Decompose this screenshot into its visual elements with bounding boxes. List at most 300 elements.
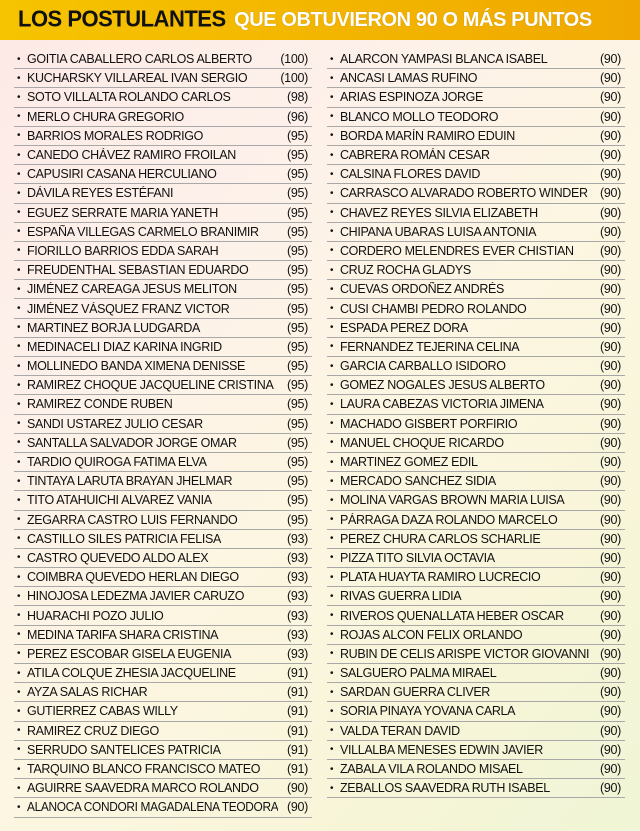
applicant-score: (91) — [286, 685, 308, 700]
applicant-score: (90) — [599, 493, 621, 508]
list-item — [14, 146, 312, 165]
list-item — [327, 549, 625, 568]
bullet-marker: • — [17, 514, 21, 526]
applicant-score: (90) — [599, 570, 621, 585]
applicant-name: GUTIERREZ CABAS WILLY — [27, 704, 178, 719]
applicant-name: CASTILLO SILES PATRICIA FELISA — [27, 531, 221, 546]
applicant-score: (95) — [286, 282, 308, 297]
list-item — [327, 722, 625, 741]
list-item — [14, 511, 312, 530]
applicant-name: TARDIO QUIROGA FATIMA ELVA — [27, 455, 207, 470]
applicant-score: (90) — [599, 416, 621, 431]
applicant-name: RAMIREZ CONDE RUBEN — [27, 397, 173, 412]
applicant-score: (90) — [599, 243, 621, 258]
bullet-marker: • — [330, 533, 334, 545]
applicant-name: CUSI CHAMBI PEDRO ROLANDO — [340, 301, 527, 316]
list-item — [14, 549, 312, 568]
bullet-marker: • — [330, 111, 334, 123]
applicant-score: (95) — [286, 359, 308, 374]
applicant-name: ARIAS ESPINOZA JORGE — [340, 90, 484, 105]
applicant-score: (91) — [286, 666, 308, 681]
applicant-score: (90) — [599, 186, 621, 201]
applicant-score: (90) — [599, 435, 621, 450]
list-item — [14, 664, 312, 683]
applicant-name: VALDA TERAN DAVID — [340, 723, 460, 738]
applicant-name: SANDI USTAREZ JULIO CESAR — [27, 416, 203, 431]
applicant-name: PEREZ CHURA CARLOS SCHARLIE — [340, 531, 541, 546]
applicant-score: (95) — [286, 243, 308, 258]
applicant-score: (100) — [280, 71, 308, 86]
applicant-name: CAPUSIRI CASANA HERCULIANO — [27, 167, 217, 182]
applicant-name: PIZZA TITO SILVIA OCTAVIA — [340, 550, 495, 565]
applicant-name: ALANOCA CONDORI MAGADALENA TEODORA — [27, 800, 278, 815]
bullet-marker: • — [17, 456, 21, 468]
list-item — [327, 146, 625, 165]
bullet-marker: • — [17, 207, 21, 219]
applicant-score: (93) — [286, 646, 308, 661]
applicant-name: SORIA PINAYA YOVANA CARLA — [340, 704, 516, 719]
applicant-name: SALGUERO PALMA MIRAEL — [340, 666, 497, 681]
applicant-score: (95) — [286, 493, 308, 508]
applicant-name: ATILA COLQUE ZHESIA JACQUELINE — [27, 666, 236, 681]
bullet-marker: • — [330, 763, 334, 775]
applicant-score: (90) — [599, 71, 621, 86]
applicant-name: ROJAS ALCON FELIX ORLANDO — [340, 627, 523, 642]
applicant-score: (90) — [599, 128, 621, 143]
bullet-marker: • — [17, 629, 21, 641]
applicant-score: (90) — [599, 531, 621, 546]
list-item — [14, 415, 312, 434]
applicant-score: (90) — [599, 723, 621, 738]
bullet-marker: • — [17, 475, 21, 487]
applicant-score: (90) — [599, 282, 621, 297]
applicant-name: ZABALA VILA ROLANDO MISAEL — [340, 762, 523, 777]
list-item — [14, 108, 312, 127]
bullet-marker: • — [17, 341, 21, 353]
applicant-name: VILLALBA MENESES EDWIN JAVIER — [340, 742, 543, 757]
list-item — [327, 261, 625, 280]
applicant-score: (90) — [599, 474, 621, 489]
applicant-score: (90) — [599, 762, 621, 777]
list-item — [327, 184, 625, 203]
list-item — [327, 299, 625, 318]
bullet-marker: • — [330, 91, 334, 103]
list-item — [327, 760, 625, 779]
list-item — [14, 376, 312, 395]
applicant-score: (95) — [286, 378, 308, 393]
applicant-name: PÁRRAGA DAZA ROLANDO MARCELO — [340, 512, 558, 527]
bullet-marker: • — [17, 226, 21, 238]
bullet-marker: • — [330, 245, 334, 257]
list-item — [327, 683, 625, 702]
applicant-score: (90) — [286, 781, 308, 796]
list-item — [327, 223, 625, 242]
bullet-marker: • — [17, 705, 21, 717]
bullet-marker: • — [17, 533, 21, 545]
applicant-name: PEREZ ESCOBAR GISELA EUGENIA — [27, 646, 232, 661]
bullet-marker: • — [330, 610, 334, 622]
bullet-marker: • — [330, 744, 334, 756]
applicant-name: LAURA CABEZAS VICTORIA JIMENA — [340, 397, 544, 412]
applicant-name: CHIPANA UBARAS LUISA ANTONIA — [340, 224, 537, 239]
applicant-score: (93) — [286, 627, 308, 642]
applicant-score: (90) — [599, 512, 621, 527]
applicant-score: (98) — [286, 90, 308, 105]
applicant-name: TINTAYA LARUTA BRAYAN JHELMAR — [27, 474, 233, 489]
list-item — [14, 779, 312, 798]
left-column-list — [14, 50, 312, 818]
bullet-marker: • — [330, 686, 334, 698]
bullet-marker: • — [17, 53, 21, 65]
applicant-name: HINOJOSA LEDEZMA JAVIER CARUZO — [27, 589, 245, 604]
applicant-name: ANCASI LAMAS RUFINO — [340, 71, 478, 86]
list-item — [14, 69, 312, 88]
list-item — [14, 645, 312, 664]
applicant-name: MERCADO SANCHEZ SIDIA — [340, 474, 496, 489]
applicant-name: CABRERA ROMÁN CESAR — [340, 148, 490, 163]
list-item — [327, 338, 625, 357]
applicant-score: (95) — [286, 435, 308, 450]
applicant-name: ZEGARRA CASTRO LUIS FERNANDO — [27, 512, 238, 527]
applicant-score: (90) — [599, 378, 621, 393]
list-item — [14, 491, 312, 510]
applicant-name: MARTINEZ BORJA LUDGARDA — [27, 320, 200, 335]
list-item — [327, 568, 625, 587]
list-item — [14, 626, 312, 645]
bullet-marker: • — [330, 283, 334, 295]
applicant-name: PLATA HUAYTA RAMIRO LUCRECIO — [340, 570, 541, 585]
bullet-marker: • — [330, 590, 334, 602]
list-item — [327, 357, 625, 376]
applicant-score: (90) — [599, 301, 621, 316]
applicant-name: CHAVEZ REYES SILVIA ELIZABETH — [340, 205, 538, 220]
applicant-name: HUARACHI POZO JULIO — [27, 608, 164, 623]
applicant-name: MACHADO GISBERT PORFIRIO — [340, 416, 518, 431]
applicant-score: (95) — [286, 224, 308, 239]
list-item — [327, 50, 625, 69]
applicant-name: JIMÉNEZ CAREAGA JESUS MELITON — [27, 282, 237, 297]
list-item — [14, 165, 312, 184]
list-item — [14, 741, 312, 760]
bullet-marker: • — [17, 744, 21, 756]
bullet-marker: • — [17, 571, 21, 583]
applicant-name: CASTRO QUEVEDO ALDO ALEX — [27, 550, 209, 565]
applicant-name: TITO ATAHUICHI ALVAREZ VANIA — [27, 493, 212, 508]
list-item — [14, 453, 312, 472]
list-item — [327, 165, 625, 184]
applicant-name: JIMÉNEZ VÁSQUEZ FRANZ VICTOR — [27, 301, 230, 316]
applicant-name: MERLO CHURA GREGORIO — [27, 109, 184, 124]
bullet-marker: • — [17, 322, 21, 334]
list-item — [14, 299, 312, 318]
bullet-marker: • — [330, 456, 334, 468]
bullet-marker: • — [330, 648, 334, 660]
applicant-score: (95) — [286, 148, 308, 163]
applicant-score: (95) — [286, 474, 308, 489]
list-item — [14, 702, 312, 721]
bullet-marker: • — [17, 437, 21, 449]
list-item — [14, 722, 312, 741]
applicant-name: GOITIA CABALLERO CARLOS ALBERTO — [27, 52, 252, 67]
bullet-marker: • — [17, 187, 21, 199]
applicant-score: (95) — [286, 301, 308, 316]
bullet-marker: • — [17, 168, 21, 180]
bullet-marker: • — [17, 91, 21, 103]
applicant-score: (90) — [599, 109, 621, 124]
bullet-marker: • — [17, 111, 21, 123]
bullet-marker: • — [330, 379, 334, 391]
bullet-marker: • — [330, 149, 334, 161]
bullet-marker: • — [330, 264, 334, 276]
bullet-marker: • — [17, 130, 21, 142]
bullet-marker: • — [17, 418, 21, 430]
applicant-score: (91) — [286, 762, 308, 777]
applicant-score: (90) — [599, 455, 621, 470]
list-item — [327, 395, 625, 414]
applicant-name: MOLLINEDO BANDA XIMENA DENISSE — [27, 359, 246, 374]
applicant-score: (90) — [599, 339, 621, 354]
applicant-name: FREUDENTHAL SEBASTIAN EDUARDO — [27, 263, 249, 278]
applicant-score: (90) — [599, 224, 621, 239]
list-item — [327, 319, 625, 338]
applicant-name: SERRUDO SANTELICES PATRICIA — [27, 742, 221, 757]
applicant-name: SANTALLA SALVADOR JORGE OMAR — [27, 435, 237, 450]
list-item — [14, 357, 312, 376]
applicant-score: (95) — [286, 263, 308, 278]
bullet-marker: • — [17, 379, 21, 391]
applicant-score: (93) — [286, 550, 308, 565]
applicant-score: (90) — [599, 646, 621, 661]
list-item — [14, 606, 312, 625]
applicant-name: CORDERO MELENDRES EVER CHISTIAN — [340, 243, 574, 258]
applicant-name: CARRASCO ALVARADO ROBERTO WINDER — [340, 186, 588, 201]
applicant-score: (90) — [599, 359, 621, 374]
bullet-marker: • — [330, 552, 334, 564]
list-item — [14, 338, 312, 357]
applicant-name: CUEVAS ORDOÑEZ ANDRÉS — [340, 282, 504, 297]
applicant-name: CALSINA FLORES DAVID — [340, 167, 481, 182]
list-item — [14, 184, 312, 203]
bullet-marker: • — [330, 322, 334, 334]
applicant-score: (90) — [599, 550, 621, 565]
applicant-name: MARTINEZ GOMEZ EDIL — [340, 455, 478, 470]
applicant-score: (90) — [599, 627, 621, 642]
applicant-score: (100) — [280, 52, 308, 67]
applicant-name: RIVAS GUERRA LIDIA — [340, 589, 462, 604]
title-white-text: QUE OBTUVIERON 90 O MÁS PUNTOS — [234, 9, 592, 31]
applicant-score: (95) — [286, 205, 308, 220]
bullet-marker: • — [17, 303, 21, 315]
applicant-name: MANUEL CHOQUE RICARDO — [340, 435, 504, 450]
list-item — [327, 415, 625, 434]
applicant-name: FERNANDEZ TEJERINA CELINA — [340, 339, 520, 354]
list-item — [14, 319, 312, 338]
applicant-name: BARRIOS MORALES RODRIGO — [27, 128, 204, 143]
applicant-score: (95) — [286, 397, 308, 412]
list-item — [14, 472, 312, 491]
list-item — [327, 204, 625, 223]
list-item — [327, 280, 625, 299]
bullet-marker: • — [17, 648, 21, 660]
applicant-score: (90) — [599, 666, 621, 681]
list-item — [327, 626, 625, 645]
bullet-marker: • — [17, 283, 21, 295]
applicant-name: MEDINA TARIFA SHARA CRISTINA — [27, 627, 219, 642]
bullet-marker: • — [330, 437, 334, 449]
applicant-name: RUBIN DE CELIS ARISPE VICTOR GIOVANNI — [340, 646, 590, 661]
list-item — [327, 702, 625, 721]
list-item — [327, 376, 625, 395]
applicant-score: (90) — [599, 263, 621, 278]
applicant-score: (95) — [286, 416, 308, 431]
applicant-score: (90) — [599, 685, 621, 700]
list-item — [327, 511, 625, 530]
applicant-name: RAMIREZ CHOQUE JACQUELINE CRISTINA — [27, 378, 274, 393]
applicant-score: (95) — [286, 186, 308, 201]
applicant-name: ESPADA PEREZ DORA — [340, 320, 468, 335]
applicant-score: (95) — [286, 339, 308, 354]
bullet-marker: • — [330, 168, 334, 180]
bullet-marker: • — [330, 53, 334, 65]
applicant-name: GARCIA CARBALLO ISIDORO — [340, 359, 506, 374]
applicant-name: ALARCON YAMPASI BLANCA ISABEL — [340, 52, 548, 67]
applicant-score: (91) — [286, 723, 308, 738]
applicant-score: (90) — [599, 704, 621, 719]
bullet-marker: • — [17, 245, 21, 257]
list-item — [14, 683, 312, 702]
applicant-score: (95) — [286, 128, 308, 143]
list-item — [327, 606, 625, 625]
bullet-marker: • — [17, 686, 21, 698]
title-black-text: LOS POSTULANTES — [18, 5, 226, 32]
applicant-name: DÁVILA REYES ESTÉFANI — [27, 186, 174, 201]
bullet-marker: • — [17, 667, 21, 679]
applicant-name: BLANCO MOLLO TEODORO — [340, 109, 499, 124]
applicant-score: (90) — [599, 52, 621, 67]
bullet-marker: • — [330, 72, 334, 84]
bullet-marker: • — [17, 552, 21, 564]
bullet-marker: • — [17, 72, 21, 84]
list-item — [327, 664, 625, 683]
applicant-score: (90) — [599, 90, 621, 105]
list-item — [327, 779, 625, 798]
applicant-score: (93) — [286, 589, 308, 604]
applicant-score: (95) — [286, 320, 308, 335]
applicant-name: MOLINA VARGAS BROWN MARIA LUISA — [340, 493, 565, 508]
title-banner — [0, 0, 640, 40]
applicant-score: (90) — [599, 167, 621, 182]
bullet-marker: • — [330, 725, 334, 737]
list-item — [327, 88, 625, 107]
bullet-marker: • — [17, 610, 21, 622]
list-item — [14, 242, 312, 261]
applicant-score: (90) — [599, 742, 621, 757]
applicant-score: (96) — [286, 109, 308, 124]
applicant-score: (93) — [286, 570, 308, 585]
list-item — [327, 587, 625, 606]
applicant-score: (95) — [286, 167, 308, 182]
applicant-score: (90) — [599, 589, 621, 604]
applicant-score: (91) — [286, 742, 308, 757]
applicant-score: (90) — [599, 148, 621, 163]
bullet-marker: • — [330, 494, 334, 506]
list-item — [327, 69, 625, 88]
list-item — [327, 472, 625, 491]
list-item — [14, 88, 312, 107]
list-item — [14, 280, 312, 299]
applicant-name: MEDINACELI DIAZ KARINA INGRID — [27, 339, 222, 354]
right-column-list — [327, 50, 625, 798]
bullet-marker: • — [330, 207, 334, 219]
list-item — [14, 395, 312, 414]
list-item — [327, 434, 625, 453]
applicant-score: (95) — [286, 512, 308, 527]
bullet-marker: • — [17, 494, 21, 506]
applicant-name: GOMEZ NOGALES JESUS ALBERTO — [340, 378, 545, 393]
bullet-marker: • — [17, 360, 21, 372]
applicant-score: (93) — [286, 531, 308, 546]
applicant-name: RAMIREZ CRUZ DIEGO — [27, 723, 159, 738]
bullet-marker: • — [330, 667, 334, 679]
list-item — [14, 530, 312, 549]
list-item — [14, 434, 312, 453]
applicant-name: KUCHARSKY VILLAREAL IVAN SERGIO — [27, 71, 248, 86]
list-item — [327, 108, 625, 127]
applicant-score: (90) — [599, 320, 621, 335]
applicant-name: RIVEROS QUENALLATA HEBER OSCAR — [340, 608, 564, 623]
bullet-marker: • — [330, 571, 334, 583]
bullet-marker: • — [330, 705, 334, 717]
list-item — [327, 242, 625, 261]
applicant-name: AGUIRRE SAAVEDRA MARCO ROLANDO — [27, 781, 259, 796]
bullet-marker: • — [330, 514, 334, 526]
applicant-name: CANEDO CHÁVEZ RAMIRO FROILAN — [27, 148, 236, 163]
applicant-name: SOTO VILLALTA ROLANDO CARLOS — [27, 90, 231, 105]
applicant-name: CRUZ ROCHA GLADYS — [340, 263, 471, 278]
applicant-name: EGUEZ SERRATE MARIA YANETH — [27, 205, 218, 220]
bullet-marker: • — [330, 303, 334, 315]
applicant-name: FIORILLO BARRIOS EDDA SARAH — [27, 243, 219, 258]
bullet-marker: • — [17, 149, 21, 161]
list-item — [14, 50, 312, 69]
applicant-score: (90) — [286, 800, 308, 815]
bullet-marker: • — [330, 782, 334, 794]
applicant-score: (90) — [599, 608, 621, 623]
bullet-marker: • — [17, 264, 21, 276]
applicant-score: (90) — [599, 781, 621, 796]
applicant-name: ESPAÑA VILLEGAS CARMELO BRANIMIR — [27, 224, 259, 239]
applicant-name: ZEBALLOS SAAVEDRA RUTH ISABEL — [340, 781, 550, 796]
list-item — [14, 223, 312, 242]
applicant-name: COIMBRA QUEVEDO HERLAN DIEGO — [27, 570, 239, 585]
applicant-score: (93) — [286, 608, 308, 623]
bullet-marker: • — [330, 418, 334, 430]
list-item — [327, 645, 625, 664]
applicant-name: AYZA SALAS RICHAR — [27, 685, 148, 700]
bullet-marker: • — [330, 187, 334, 199]
list-item — [14, 127, 312, 146]
list-item — [14, 204, 312, 223]
bullet-marker: • — [17, 590, 21, 602]
list-item — [327, 530, 625, 549]
bullet-marker: • — [330, 341, 334, 353]
list-item — [327, 453, 625, 472]
bullet-marker: • — [17, 763, 21, 775]
applicant-name: SARDAN GUERRA CLIVER — [340, 685, 490, 700]
list-item — [327, 127, 625, 146]
bullet-marker: • — [330, 360, 334, 372]
list-item — [14, 568, 312, 587]
